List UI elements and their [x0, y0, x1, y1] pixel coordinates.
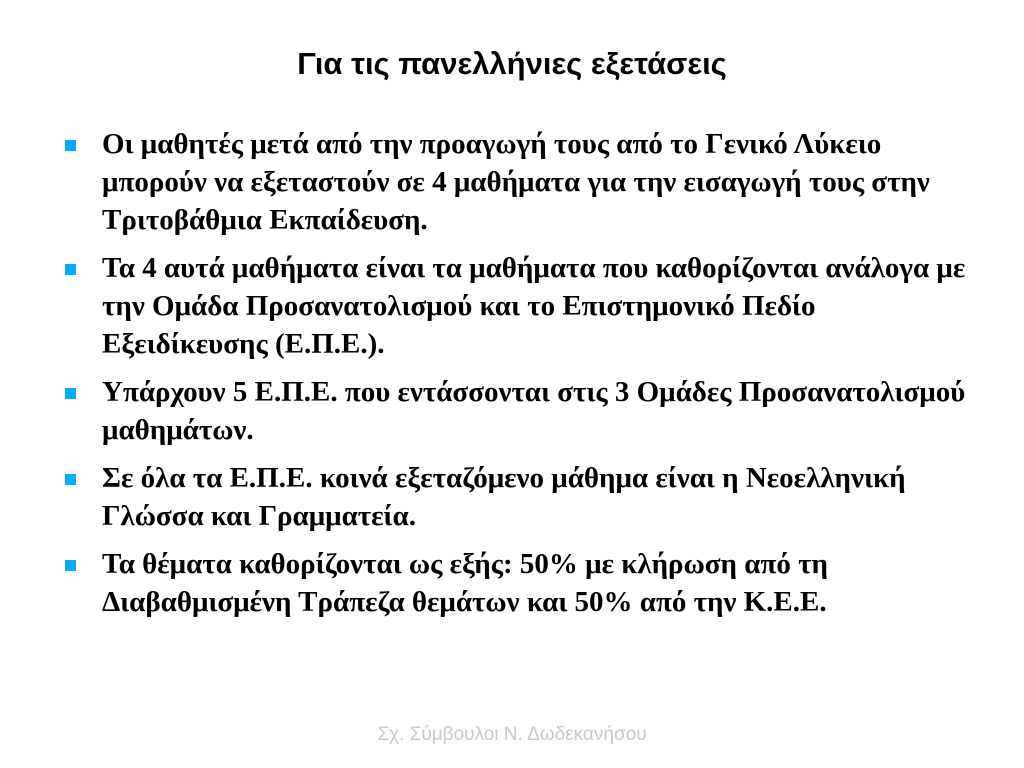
bullet-item — [62, 249, 982, 363]
slide-title: Για τις πανελλήνιες εξετάσεις — [297, 46, 727, 81]
bullet-text: Υπάρχουν 5 Ε.Π.Ε. που εντάσσονται στις 3 Ομάδες Προσανατολισμού μαθημάτων. — [102, 376, 966, 446]
square-bullet-icon — [65, 560, 76, 571]
bullet-text: Τα θέματα καθορίζονται ως εξής: 50% με κλήρωση από τη Διαβαθμισμένη Τράπεζα θεμάτων και 50% από την Κ.Ε.Ε. — [102, 548, 828, 618]
square-bullet-icon — [65, 140, 76, 151]
square-bullet-icon — [65, 264, 76, 275]
bullet-item — [62, 459, 982, 535]
slide-footer: Σχ. Σύμβουλοι Ν. Δωδεκανήσου — [377, 724, 647, 745]
square-bullet-icon — [65, 388, 76, 399]
bullet-item — [62, 545, 982, 621]
square-bullet-icon — [65, 474, 76, 485]
bullet-list — [62, 125, 982, 631]
bullet-text: Τα 4 αυτά μαθήματα είναι τα μαθήματα που καθορίζονται ανάλογα με την Ομάδα Προσανατολισμού και το Επιστημονικό Πεδίο Εξειδίκευσης (Ε.Π.Ε.). — [102, 252, 966, 360]
bullet-text: Οι μαθητές μετά από την προαγωγή τους από το Γενικό Λύκειο μπορούν να εξεταστούν σε 4 μαθήματα για την εισαγωγή τους στην Τριτοβάθμια Εκπαίδευση. — [102, 128, 930, 236]
bullet-item — [62, 373, 982, 449]
bullet-item — [62, 125, 982, 239]
bullet-text: Σε όλα τα Ε.Π.Ε. κοινά εξεταζόμενο μάθημα είναι η Νεοελληνική Γλώσσα και Γραμματεία. — [102, 462, 906, 532]
